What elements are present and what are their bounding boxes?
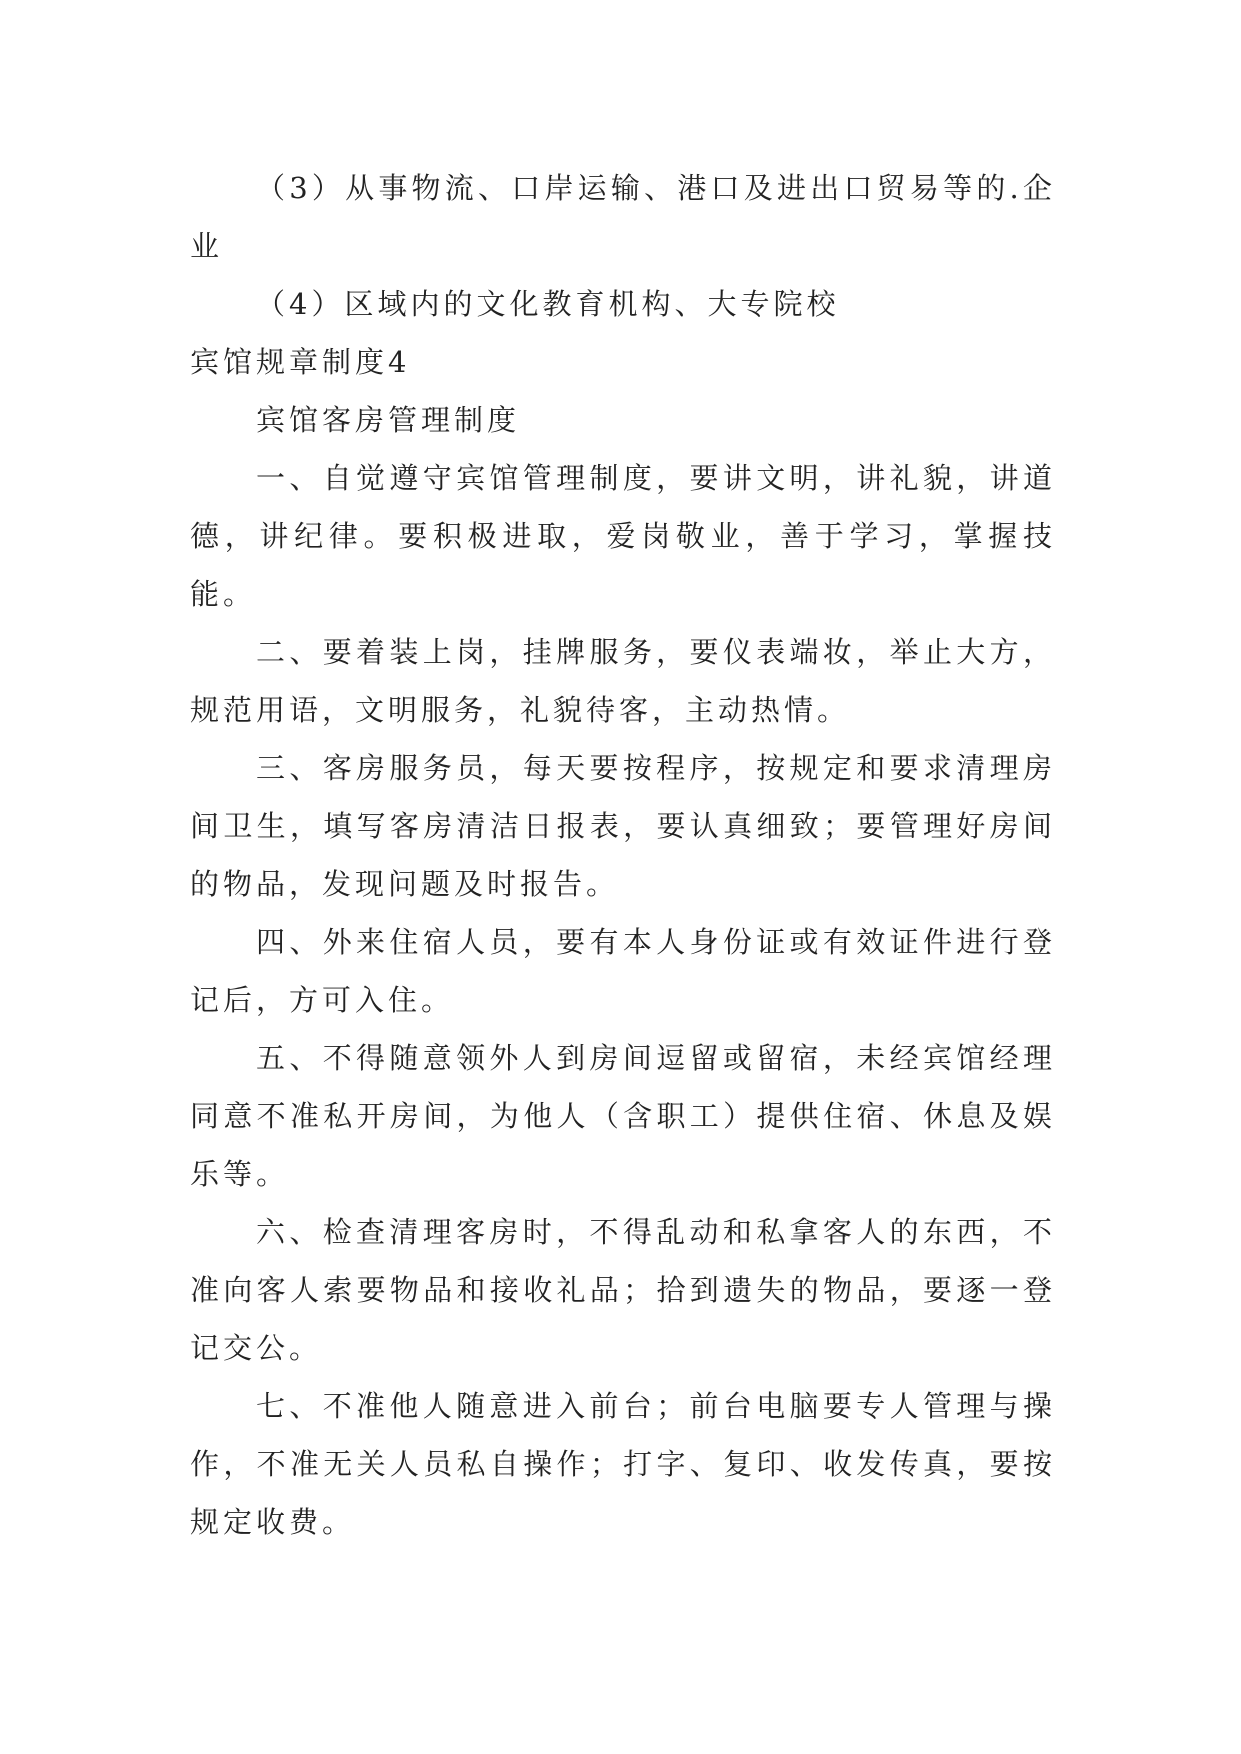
rule-1: 一、自觉遵守宾馆管理制度，要讲文明，讲礼貌，讲道德，讲纪律。要积极进取，爱岗敬业，善于学习，掌握技能。: [190, 461, 1056, 611]
paragraph-item-4: （4）区域内的文化教育机构、大专院校: [256, 287, 840, 321]
rule-4: 四、外来住宿人员，要有本人身份证或有效证件进行登记后，方可入住。: [190, 925, 1056, 1017]
rule-7: 七、不准他人随意进入前台；前台电脑要专人管理与操作，不准无关人员私自操作；打字、复印、收发传真，要按规定收费。: [190, 1389, 1056, 1539]
paragraph-item-3: （3）从事物流、口岸运输、港口及进出口贸易等的.企业: [190, 171, 1056, 263]
section-heading: 宾馆规章制度4: [190, 345, 411, 379]
document-body: [190, 159, 1056, 1551]
rule-3: 三、客房服务员，每天要按程序，按规定和要求清理房间卫生，填写客房清洁日报表，要认真细致；要管理好房间的物品，发现问题及时报告。: [190, 751, 1056, 901]
rule-2: 二、要着装上岗，挂牌服务，要仪表端妆，举止大方，规范用语，文明服务，礼貌待客，主动热情。: [190, 635, 1056, 727]
rule-5: 五、不得随意领外人到房间逗留或留宿，未经宾馆经理同意不准私开房间，为他人（含职工）提供住宿、休息及娱乐等。: [190, 1041, 1056, 1191]
rule-6: 六、检查清理客房时，不得乱动和私拿客人的东西，不准向客人索要物品和接收礼品；拾到遗失的物品，要逐一登记交公。: [190, 1215, 1056, 1365]
document-title: 宾馆客房管理制度: [256, 403, 521, 437]
